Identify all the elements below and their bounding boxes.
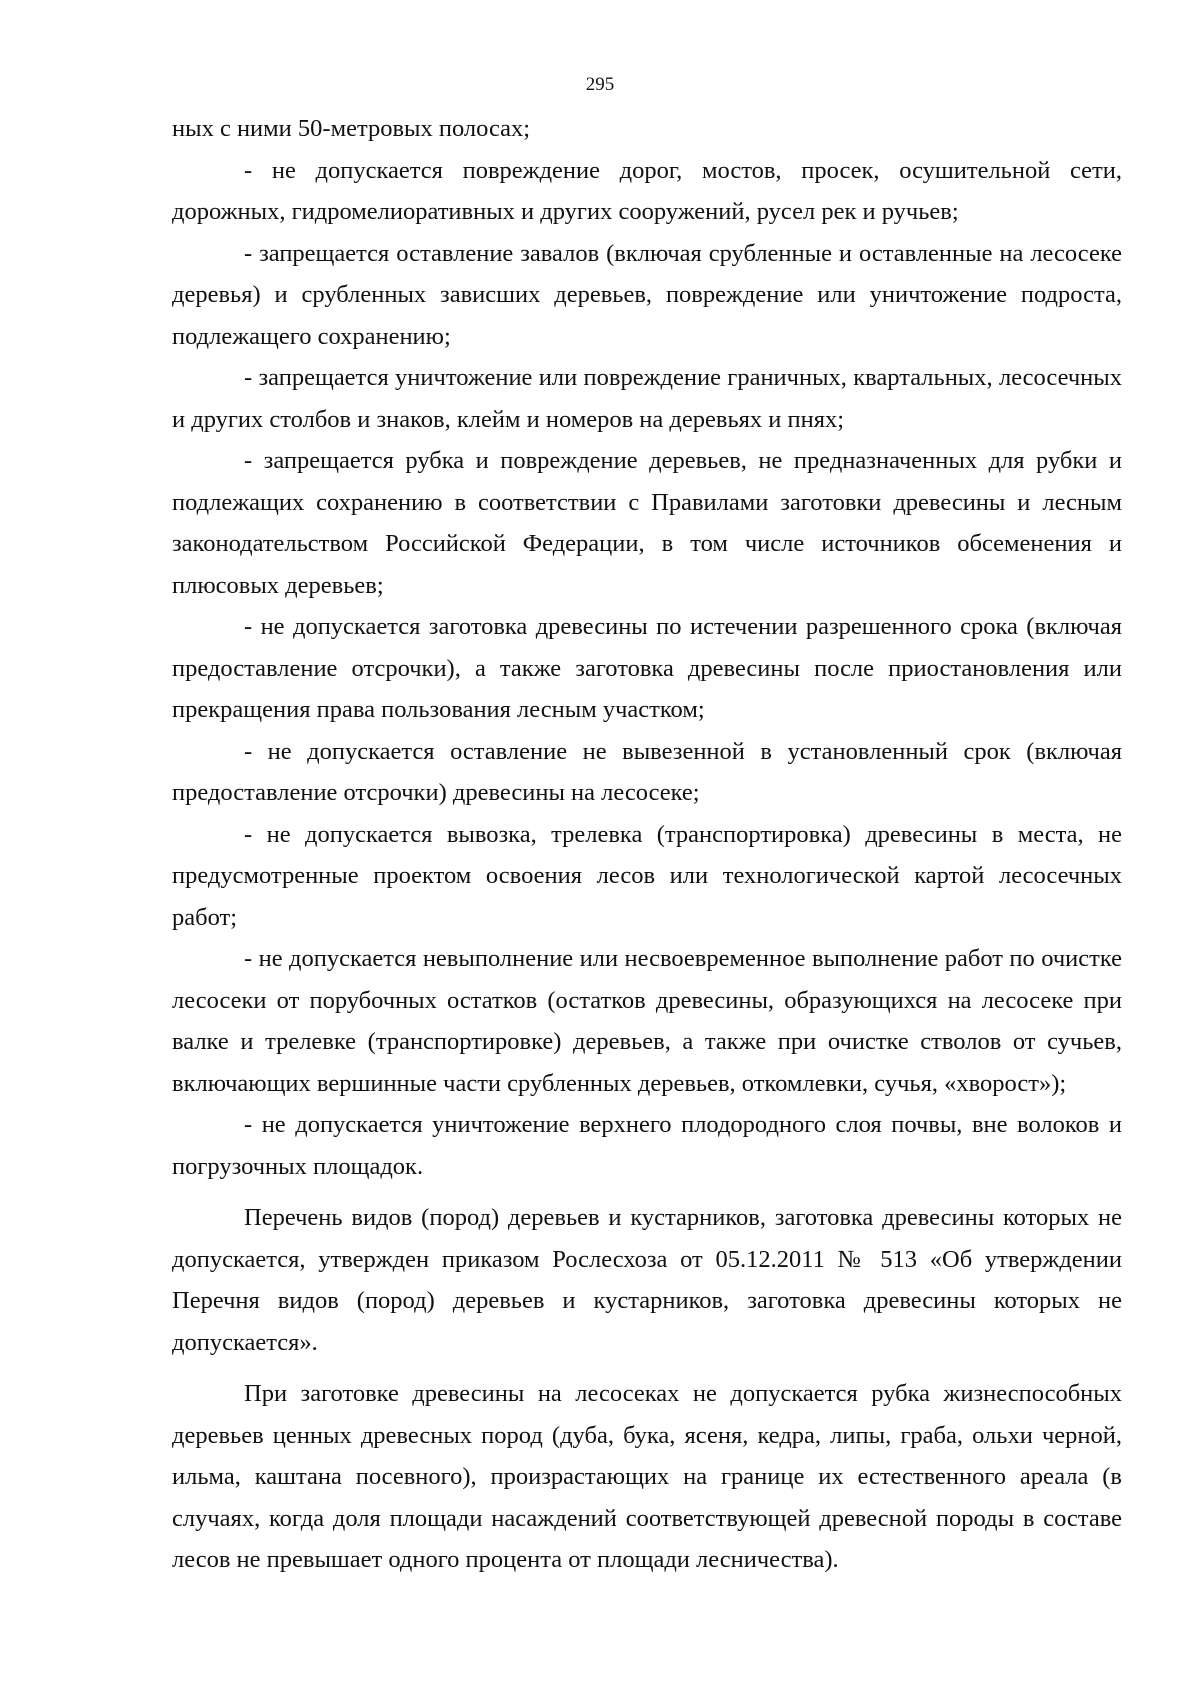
- paragraph-unremoved-timber: - не допускается оставление не вывезенной в установленный срок (включая предоставление отсрочки) древесины на лесосеке;: [172, 737, 1122, 806]
- paragraph-cleanup: - не допускается невыполнение или несвоевременное выполнение работ по очистке лесосеки от порубочных остатков (остатков древесины, образующихся на лесосеке при валке и трелевке (транспортировке) деревьев, а также при очистке стволов от сучьев, включающих вершинные части срубленных деревьев, откомлевки, сучья, «хворост»);: [172, 945, 1122, 1097]
- page-number: 295: [585, 74, 615, 95]
- paragraph-skidding: - не допускается вывозка, трелевка (транспортировка) древесины в места, не предусмотренные проектом освоения лесов или технологической картой лесосечных работ;: [172, 820, 1122, 931]
- paragraph-harvest-deadline: - не допускается заготовка древесины по истечении разрешенного срока (включая предоставление отсрочки), а также заготовка древесины после приостановления или прекращения права пользования лесным участком;: [172, 613, 1122, 723]
- paragraph-roads-damage: - не допускается повреждение дорог, мостов, просек, осушительной сети, дорожных, гидромелиоративных и других сооружений, русел рек и ручьев;: [172, 156, 1122, 225]
- paragraph-protected-trees: - запрещается рубка и повреждение деревьев, не предназначенных для рубки и подлежащих сохранению в соответствии с Правилами заготовки древесины и лесным законодательством Российской Федерации, в том числе источников обсеменения и плюсовых деревьев;: [172, 447, 1122, 599]
- paragraph-species-list: Перечень видов (пород) деревьев и кустарников, заготовка древесины которых не допускается, утвержден приказом Рослесхоза от 05.12.2011 № 513 «Об утверждении Перечня видов (пород) деревьев и кустарников, заготовка древесины которых не допускается».: [172, 1204, 1122, 1356]
- paragraph-valuable-species: При заготовке древесины на лесосеках не допускается рубка жизнеспособных деревьев ценных древесных пород (дуба, бука, ясеня, кедра, липы, граба, ольхи черной, ильма, каштана посевного), произрастающих на границе их естественного ареала (в случаях, когда доля площади насаждений соответствующей древесной породы в составе лесов не превышает одного процента от площади лесничества).: [172, 1380, 1122, 1573]
- paragraph-boundary-posts: - запрещается уничтожение или повреждение граничных, квартальных, лесосечных и других столбов и знаков, клейм и номеров на деревьях и пнях;: [172, 364, 1122, 433]
- paragraph-continuation: ных с ними 50-метровых полосах;: [172, 115, 531, 142]
- paragraph-debris: - запрещается оставление завалов (включая срубленные и оставленные на лесосеке деревья) и срубленных зависших деревьев, повреждение или уничтожение подроста, подлежащего сохранению;: [172, 239, 1122, 350]
- paragraph-topsoil: - не допускается уничтожение верхнего плодородного слоя почвы, вне волоков и погрузочных площадок.: [172, 1111, 1122, 1180]
- document-body: [172, 108, 1122, 1581]
